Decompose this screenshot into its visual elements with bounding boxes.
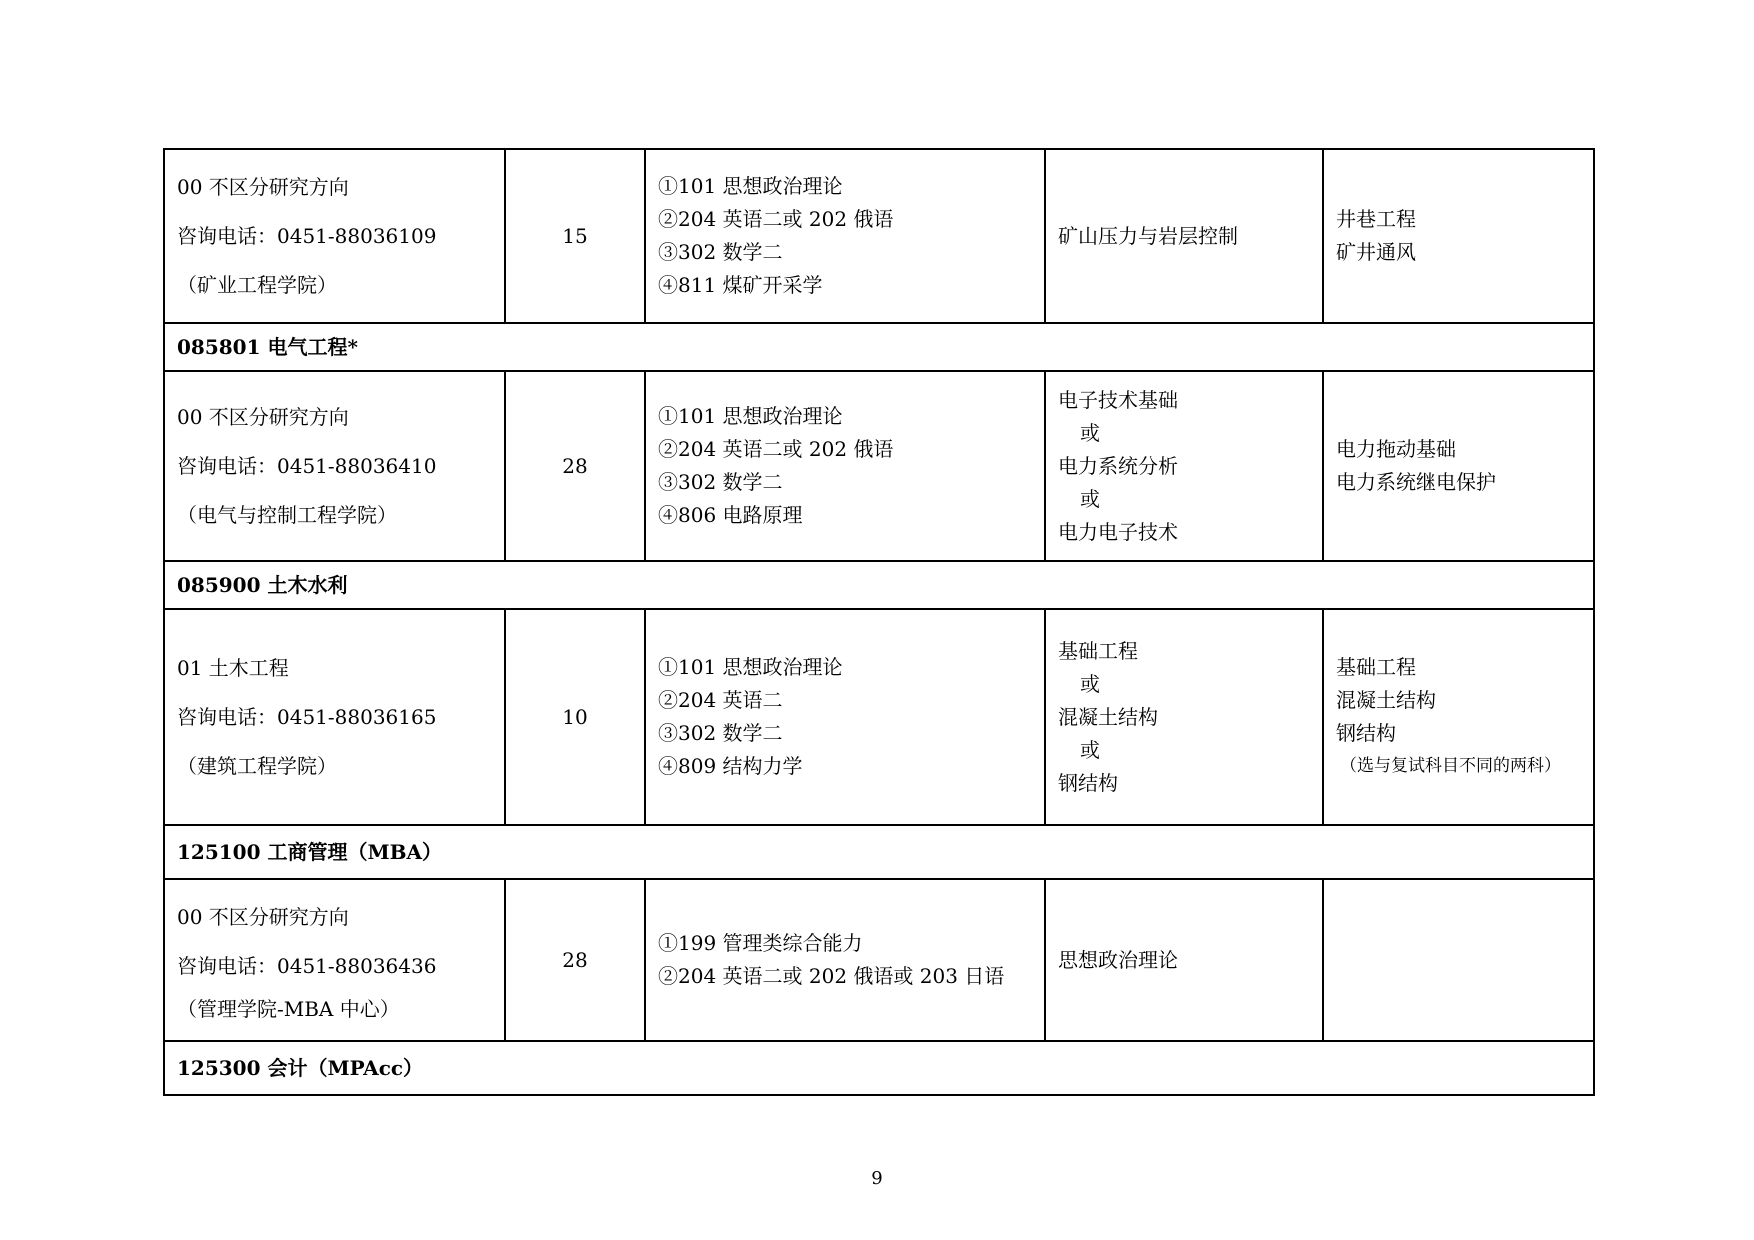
- section-heading: 125100 工商管理（MBA）: [164, 825, 1594, 879]
- equal-level-subjects-cell: [1323, 879, 1594, 1041]
- section-heading: 085900 土木水利: [164, 561, 1594, 609]
- enrollment-table: [163, 148, 1595, 1096]
- retest-subject-cell: 思想政治理论: [1045, 879, 1323, 1041]
- retest-subject-cell: 电子技术基础 或 电力系统分析 或 电力电子技术: [1045, 371, 1323, 561]
- direction-cell: 00 不区分研究方向 咨询电话：0451-88036109 （矿业工程学院）: [164, 149, 505, 323]
- exam-subjects-cell: ①101 思想政治理论 ②204 英语二 ③302 数学二 ④809 结构力学: [645, 609, 1045, 825]
- enrollment-count: 15: [505, 149, 645, 323]
- exam-subjects-cell: ①101 思想政治理论 ②204 英语二或 202 俄语 ③302 数学二 ④811 煤矿开采学: [645, 149, 1045, 323]
- direction-cell: 01 土木工程 咨询电话：0451-88036165 （建筑工程学院）: [164, 609, 505, 825]
- enrollment-count: 28: [505, 879, 645, 1041]
- exam-subjects-cell: ①199 管理类综合能力 ②204 英语二或 202 俄语或 203 日语: [645, 879, 1045, 1041]
- section-heading: 125300 会计（MPAcc）: [164, 1041, 1594, 1095]
- exam-subjects-cell: ①101 思想政治理论 ②204 英语二或 202 俄语 ③302 数学二 ④806 电路原理: [645, 371, 1045, 561]
- retest-subject-cell: 基础工程 或 混凝土结构 或 钢结构: [1045, 609, 1323, 825]
- enrollment-count: 10: [505, 609, 645, 825]
- section-row: [164, 825, 1594, 879]
- table-row: [164, 609, 1594, 825]
- table-row: [164, 149, 1594, 323]
- direction-cell: 00 不区分研究方向 咨询电话：0451-88036436 （管理学院-MBA 中心）: [164, 879, 505, 1041]
- enrollment-count: 28: [505, 371, 645, 561]
- section-row: [164, 323, 1594, 371]
- direction-cell: 00 不区分研究方向 咨询电话：0451-88036410 （电气与控制工程学院）: [164, 371, 505, 561]
- section-row: [164, 1041, 1594, 1095]
- table-row: [164, 879, 1594, 1041]
- section-heading: 085801 电气工程*: [164, 323, 1594, 371]
- section-row: [164, 561, 1594, 609]
- page-number: 9: [871, 1168, 883, 1189]
- retest-subject-cell: 矿山压力与岩层控制: [1045, 149, 1323, 323]
- table-row: [164, 371, 1594, 561]
- equal-level-subjects-cell: 井巷工程 矿井通风: [1323, 149, 1594, 323]
- equal-level-subjects-cell: 基础工程 混凝土结构 钢结构 （选与复试科目不同的两科）: [1323, 609, 1594, 825]
- equal-level-subjects-cell: 电力拖动基础 电力系统继电保护: [1323, 371, 1594, 561]
